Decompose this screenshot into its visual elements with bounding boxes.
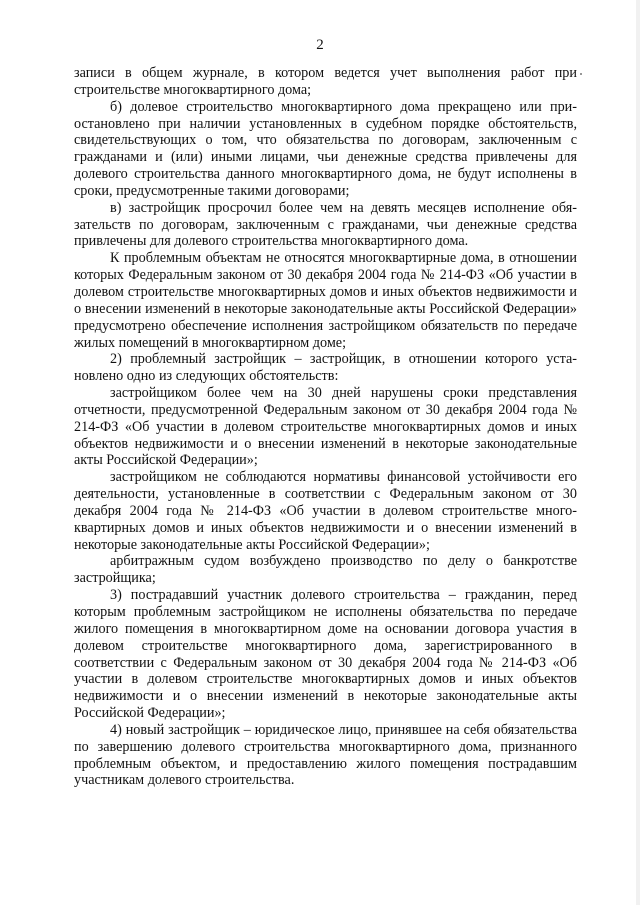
document-body (74, 65, 577, 789)
paragraph-item-v: в) застройщик просрочил более чем на девять месяцев исполнение обязательств по договорам, заключенным с гражданами, чьи денежные средства привлечены для долевого строительства многоквартирного дома. (74, 199, 577, 250)
page-number: 2 (316, 37, 324, 53)
paragraph-item-b: б) долевое строительство многоквартирного дома прекращено или приостановлено при наличии установленных в судебном порядке обстоятельств, свидетельствующих о том, что обязательства по договорам, заключенным с гражданами и (или) иными лицами, чьи денежные средства привлечены для долевого строительства данного многоквартирного дома, не будут исполнены в сроки, предусмотренные такими договорами; (74, 98, 577, 199)
paragraph-reporting-deadline: застройщиком более чем на 30 дней нарушены сроки представления отчетности, предусмотренной Федеральным законом от 30 декабря 2004 года № 214-ФЗ «Об участии в долевом строительстве многоквартирных домов и иных объектов недвижимости и о внесении изменений в некоторые законодательные акты Российской Федерации»; (74, 385, 577, 469)
paragraph-bankruptcy: арбитражным судом возбуждено производство по делу о банкротстве застройщика; (74, 553, 577, 587)
paragraph-item-3: 3) пострадавший участник долевого строительства – гражданин, перед которым проблемным застройщиком не исполнены обязательства по передаче жилого помещения в многоквартирном доме на основании договора участия в долевом строительстве многоквартирного дома, зарегистрированного в соответствии с Федеральным законом от 30 декабря 2004 года № 214-ФЗ «Об участии в долевом строительстве многоквартирных домов и иных объектов недвижимости и о внесении изменений в некоторые законодательные акты Российской Федерации»; (74, 587, 577, 722)
paragraph-item-2: 2) проблемный застройщик – застройщик, в отношении которого установлено одно из следующих обстоятельств: (74, 351, 577, 385)
paragraph-financial-norms: застройщиком не соблюдаются нормативы финансовой устойчивости его деятельности, установленные в соответствии с Федеральным законом от 30 декабря 2004 года № 214-ФЗ «Об участии в долевом строительстве многоквартирных домов и иных объектов недвижимости и о внесении изменений в некоторые законодательные акты Российской Федерации»; (74, 469, 577, 553)
paragraph-exclusion: К проблемным объектам не относятся многоквартирные дома, в отношении которых Федеральным законом от 30 декабря 2004 года № 214-ФЗ «Об участии в долевом строительстве многоквартирных домов и иных объектов недвижимости и о внесении изменений в некоторые законодательные акты Российской Федерации» предусмотрено обеспечение исполнения застройщиком обязательств по передаче жилых помещений в многоквартирном доме; (74, 250, 577, 351)
paragraph-item-4: 4) новый застройщик – юридическое лицо, принявшее на себя обязательства по завершению долевого строительства многоквартирного дома, признанного проблемным объектом, и предоставлению жилого помещения пострадавшим участникам долевого строительства. (74, 721, 577, 789)
paragraph-continuation: записи в общем журнале, в котором ведется учет выполнения работ при строительстве многоквартирного дома; (74, 65, 577, 98)
page-edge-shadow (636, 0, 640, 905)
scan-speck (580, 73, 582, 75)
